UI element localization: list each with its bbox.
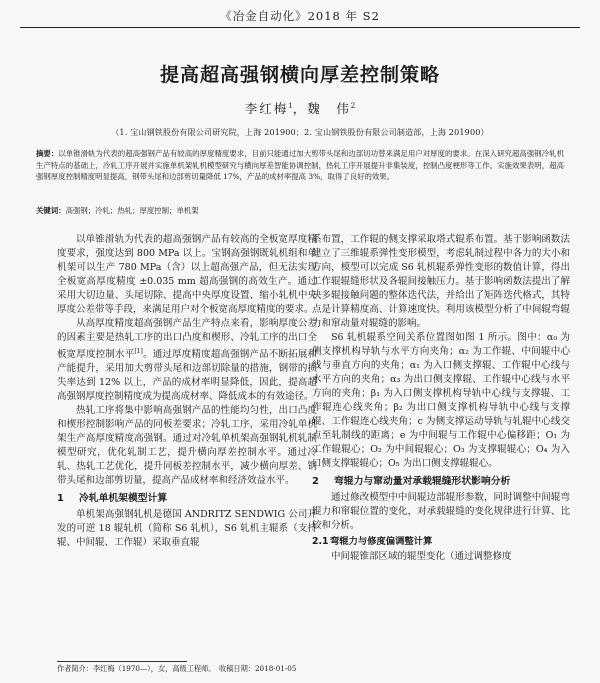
section-1-heading [57,492,317,506]
left-paragraph-2-text-b: 。通过厚度精度超高强钢产品不断拓展和产能提升，采用加大剪带头尾和边部切除量的措施，钢带的损失率达到 12% 以上，产品的成材率明显降低，因此，提高超高强钢厚度控制精度成为提高成材率、降低成本的有效途径。 [57,349,317,403]
keywords-text: 高强钢；冷轧；热轧；厚度控制；单机架 [65,206,199,215]
keywords [36,205,564,217]
section-2-title: 弯辊力与窜动量对承载辊缝形状影响分析 [334,476,511,487]
right-column [312,233,570,564]
left-paragraph-1: 以单锥滑轨为代表的超高强钢产品有较高的全板宽厚度精度要求，强度达到 800 MPa 以上。宝钢高强钢既轧机组和单机架可以生产 780 MPa（含）以上超高强产品，但无法实现全板宽高厚度精度 ±0.035 mm 超高强钢的高效生产。通过采用大切边量、头尾切除、提高中央厚度设置、缩小轧机中央厚度公差带等手段，来满足用户对个板宽高厚度精度的要求。 [57,234,317,315]
author-2-affil-mark: 2 [350,101,356,110]
left-paragraph-4: 单机架高强钢轧机是德国 ANDRITZ SENDWIG 公司开发的可逆 18 辊轧机（简称 S6 轧机），S6 轧机主辊系（支持辊、中间辊、工作辊）采取垂直辊 [57,509,317,549]
right-paragraph-3: 通过修改模型中中间辊边部辊形参数，同时调整中间辊弯辊力和窜辊位置的变化，对承载辊缝的变化规律进行计算、比较和分析。 [312,492,570,531]
right-paragraph-2: S6 轧机辊系空间关系位置图如图 1 所示。图中：α₀ 为侧支撑机构导轨与水平方向夹角；α₂ 为工作辊、中间辊中心线与垂直方向的夹角；α₁ 为入口侧支撑辊、工作辊中心线与水平方向的夹角；α₃ 为出口侧支撑辊、工作辊中心线与水平方向的夹角；β₁ 为入口侧支撑机构导轨中心线与支撑辊、工作辊连心线夹角；β₂ 为出口侧支撑机构导轨中心线与支撑辊、工作辊连心线夹角；c 为侧支撑运动导轨与轧辊中心线交点至轧制线的距离；e 为中间辊与工作辊中心偏移距；O₁ 为工作辊辊心；O₂ 为中间辊辊心；O₃ 为支撑辊辊心；O₄ 为入口侧支撑辊辊心；O₅ 为出口侧支撑辊辊心。 [312,332,570,469]
abstract-label: 摘要： [36,149,59,158]
left-paragraph-2 [57,317,317,404]
abstract [36,148,564,183]
subsection-2-1-heading [312,535,570,549]
left-column [57,233,317,550]
author-1: 李红梅 [244,101,289,116]
section-2-number: 2 [312,476,319,487]
left-paragraph-2-text-a: 从高厚度精度超高强钢产品生产特点来看，影响厚度公差的因素主要是热轧工序的出口凸度和楔形、冷轧工序的出口全板宽厚度控制水平 [57,318,317,361]
affiliation: （1. 宝山钢铁股份有限公司研究院，上海 201900；2. 宝山钢铁股份有限公司制造部，上海 201900） [111,128,489,137]
subsection-2-1-number: 2.1 [312,536,329,547]
header-rule [20,27,580,28]
left-paragraph-3: 热轧工序将集中影响高强钢产品的性能均匀性，出口凸度和楔形控制影响产品的同板差要求；冷轧工序，采用冷轧单机架生产高厚度精度高强钢。通过对冷轧单机架高强钢轧机轧制模型研究，优化轧制工艺，提升横向厚差控制水平。通过冷轧、热轧工艺优化，提升同板差控制水平，减少横向厚差、钢带头尾和边部剪切量，提高产品成材率和经济效益水平。 [57,405,317,487]
section-2-heading [312,475,570,489]
authors [0,99,600,117]
right-paragraph-1: 系布置，工作辊的侧支撑采取塔式辊系布置。基于影响函数法建立了三维辊系弹性变形模型，考虑轧制过程中各力的大小和方向，模型可以完成 S6 轧机辊系弹性变形的数值计算，得出工作辊辊缝形状及各辊间接触压力。基于影响函数法提出了解决多辊接触问题的整体迭代法，并给出了矩阵迭代格式，其特点是计算精度高、计算速度快。利用该模型分析了中间辊弯辊力和窜动量对辊缝的影响。 [312,234,570,329]
section-1-title: 冷轧单机架模型计算 [79,493,168,505]
keywords-label: 关键词： [36,206,66,215]
subsection-2-1-title: 弯辊力与修度偏调整计算 [330,536,433,547]
citation-1: [1] [134,348,143,355]
author-1-affil-mark: 1 [288,101,293,110]
right-paragraph-4: 中间辊锥部区域的辊型变化（通过调整修度 [331,551,512,562]
footnote-rule [57,661,187,662]
section-1-number: 1 [57,493,64,505]
author-2: 魏 伟 [307,101,351,116]
journal-header: 《冶金自动化》2018 年 S2 [220,9,380,23]
paper-title: 提高超高强钢横向厚差控制策略 [159,64,440,86]
abstract-text: 以单锥滑轨为代表的超高强钢产品有较高的厚度精度要求，目前只能通过加大剪带头尾和边部切功替来满足用户对厚度的要求。在深入研究超高强钢冷轧机生产特点的基础上，冷轧工序开展并实施单机架轧机模型研究与横向厚差智能协调控制，热轧工序开展提升非集装度，控制凸度梗形等工作。实施效果表明，超高强钢厚度控制精度明显提高，钢带头尾和边部剪切量降低 17%，产品的成材率提高 3%，取得了良好的效果。 [36,149,564,181]
author-separator: ， [292,101,308,116]
footnote: 作者简介：李红梅（1970—），女，高级工程师。 收稿日期：2018-01-05 [57,664,297,673]
